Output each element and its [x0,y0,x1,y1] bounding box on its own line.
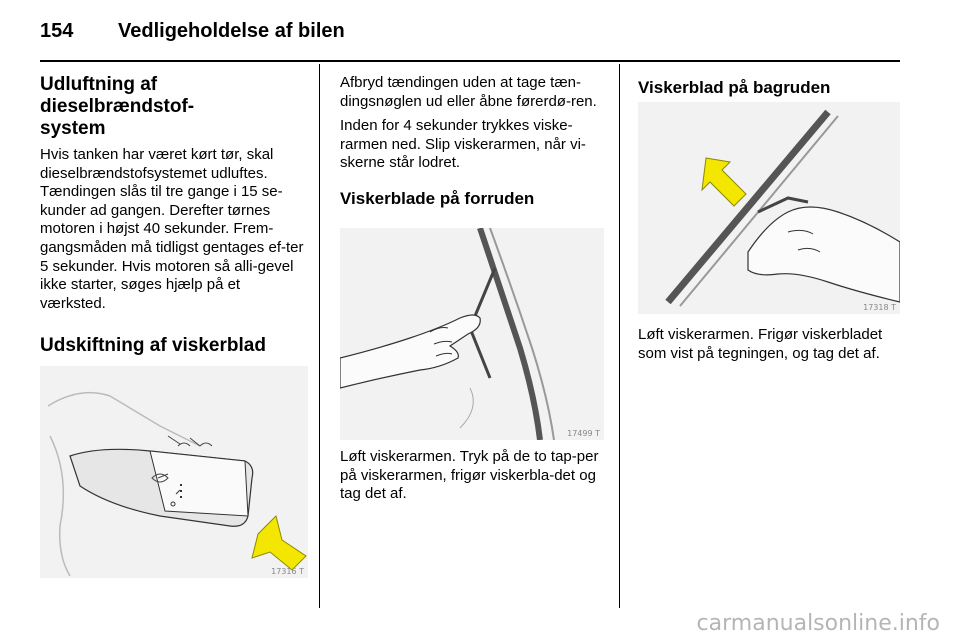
illustration-windscreen-wiper [340,228,604,440]
paragraph-press-arm: Inden for 4 sekunder trykkes viske-rarmen ned. Slip viskerarmen, når vi-skerne står lodret. [340,117,586,172]
page-title: Vedligeholdelse af bilen [118,20,345,42]
header-rule [40,60,900,62]
figure-number-1: 17316 T [271,567,304,576]
column-3 [638,74,900,98]
column-divider-2 [619,64,620,608]
column-3-caption [638,326,900,363]
watermark: carmanualsonline.info [696,611,940,636]
arrow-icon [702,158,746,206]
figure-number-2: 17499 T [567,429,600,438]
figure-number-3: 17318 T [863,303,896,312]
column-divider-1 [319,64,320,608]
paragraph-ignition: Afbryd tændingen uden at tage tæn-dingsnøglen ud eller åbne førerdø-ren. [340,74,597,110]
subheading-windscreen-blades: Viskerblade på forruden [340,188,535,208]
section-body-bleeding: Hvis tanken har været kørt tør, skal dieselbrændstofsystemet udluftes. Tændingen slås til tre gange i 15 se-kunder ad gangen. Derefter tørnes motoren i højst 40 sekunder. Frem-gangsmåden må tidligst gentages ef-ter 5 sekunder. Hvis motoren så alli-gevel ikke starter, søges hjælp på et værksted. [40,146,304,312]
caption-windscreen-blades: Løft viskerarmen. Tryk på de to tap-per på viskerarmen, frigør viskerbla-det og tag det af. [340,448,599,503]
section-heading-bleeding: Udluftning af dieselbrændstof- system [40,74,195,139]
subheading-rear-window-blade: Viskerblad på bagruden [638,78,831,97]
windscreen-wiper-drawing [340,228,604,440]
wiper-stalk-drawing [40,366,308,578]
column-2 [340,74,606,209]
rear-wiper-drawing [638,102,900,314]
section-heading-wiper-replacement: Udskiftning af viskerblad [40,335,266,357]
column-1 [40,74,310,407]
column-2-caption [340,448,606,504]
illustration-wiper-stalk [40,366,308,578]
illustration-rear-wiper [638,102,900,314]
arrow-icon [252,516,306,570]
caption-rear-window-blade: Løft viskerarmen. Frigør viskerbladet som vist på tegningen, og tag det af. [638,326,883,362]
page-number: 154 [40,20,74,42]
